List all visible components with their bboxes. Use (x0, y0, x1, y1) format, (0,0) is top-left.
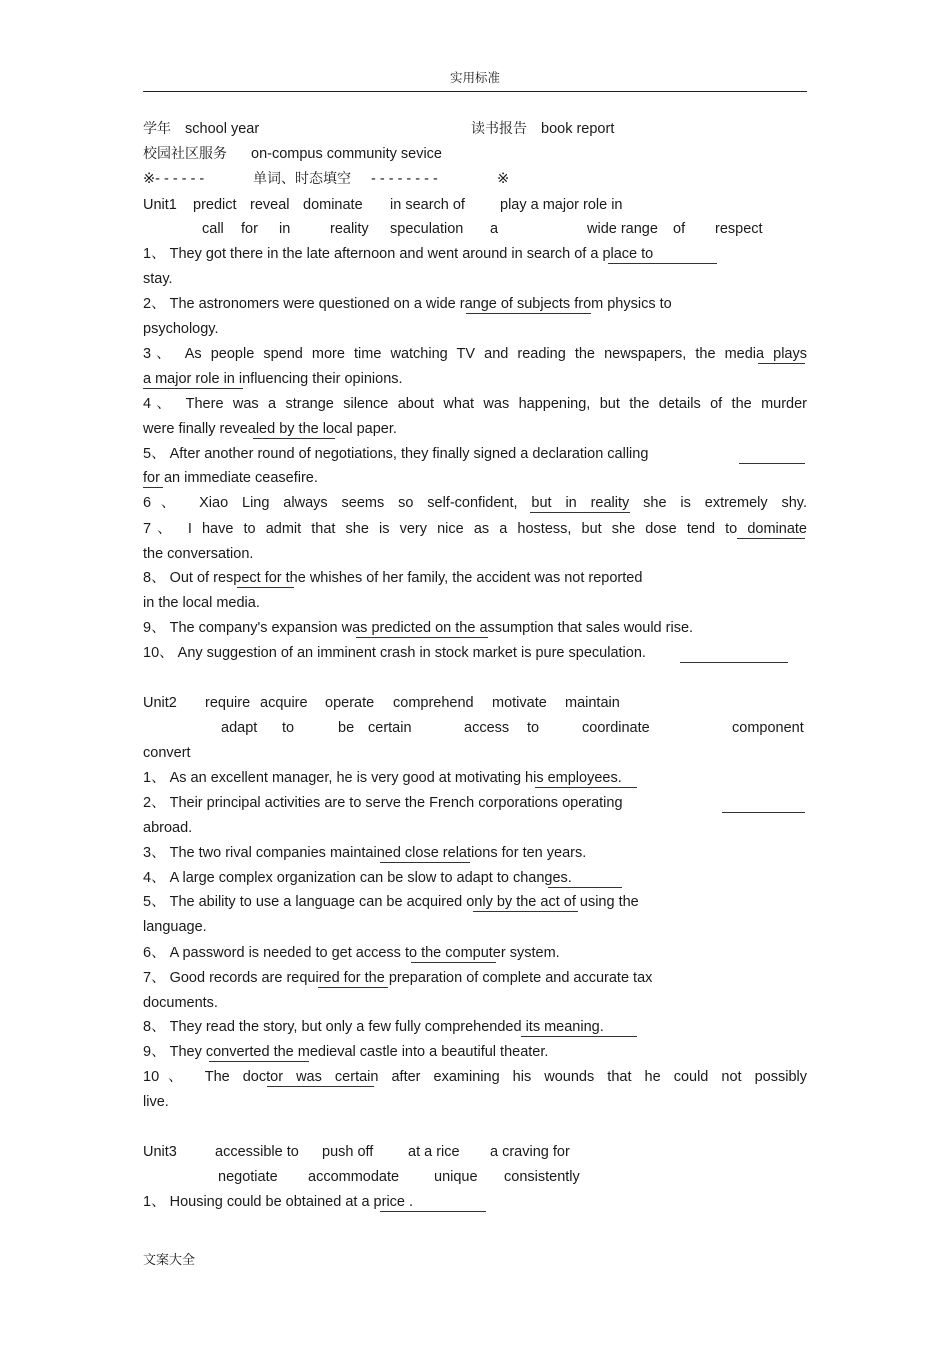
answer-blank (521, 1036, 637, 1037)
sentence-text: 3、 The two rival companies maintained close relations for ten years. (143, 845, 587, 861)
unit1-word-row-1 (143, 195, 807, 215)
word: wide range (587, 221, 658, 237)
word: adapt (221, 720, 258, 736)
sentence-text: a major role in influencing their opinions. (143, 371, 403, 387)
unit3-word-row-1 (143, 1142, 807, 1162)
answer-blank (143, 487, 163, 488)
sentence-text: 3、 As people spend more time watching TV and reading the newspapers, the media plays (143, 346, 807, 362)
sentence-text: 8、 They read the story, but only a few fully comprehended its meaning. (143, 1019, 604, 1035)
unit2-sentence-7-cont: documents. (143, 995, 218, 1011)
intro-community-cn: 校园社区服务 (143, 146, 227, 162)
word: acquire (260, 695, 308, 711)
word: respect (715, 221, 763, 237)
word: predict (193, 197, 237, 213)
word: accessible to (215, 1144, 299, 1160)
section-title: 单词、时态填空 (253, 171, 351, 187)
answer-blank (380, 862, 470, 863)
sentence-text: 10、 Any suggestion of an imminent crash in stock market is pure speculation. (143, 645, 646, 661)
unit1-sentence-5 (143, 444, 807, 464)
intro-row-1 (143, 119, 807, 139)
unit2-sentence-5-cont: language. (143, 919, 207, 935)
sentence-text: 5、 The ability to use a language can be acquired only by the act of using the (143, 894, 639, 910)
word: a (490, 221, 499, 237)
answer-blank (722, 812, 805, 813)
word: operate (325, 695, 375, 711)
word: motivate (492, 695, 547, 711)
section-mark-right: ※ (497, 171, 510, 187)
unit1-label: Unit1 (143, 197, 177, 213)
word: a craving for (490, 1144, 570, 1160)
sentence-text: 7、 I have to admit that she is very nice as a hostess, but she dose tend to dominate (143, 521, 807, 537)
word: to (282, 720, 295, 736)
sentence-text: were finally revealed by the local paper. (143, 421, 397, 437)
unit2-sentence-10 (143, 1067, 807, 1087)
unit2-sentence-6 (143, 943, 807, 963)
section-dashes: - - - - - - - - (371, 171, 438, 187)
word: maintain (565, 695, 620, 711)
answer-blank (548, 887, 622, 888)
unit1-sentence-4-cont (143, 419, 807, 439)
unit1-sentence-8-cont: in the local media. (143, 595, 260, 611)
unit1-sentence-3-cont (143, 369, 807, 389)
unit1-sentence-3 (143, 344, 807, 364)
unit1-word-row-2 (143, 219, 807, 239)
word: to (527, 720, 540, 736)
answer-blank (535, 787, 637, 788)
answer-blank (680, 662, 788, 663)
answer-blank (466, 313, 591, 314)
answer-blank (253, 438, 335, 439)
word: consistently (504, 1169, 580, 1185)
unit1-sentence-1-cont: stay. (143, 271, 173, 287)
unit2-sentence-10-cont: live. (143, 1094, 169, 1110)
unit1-sentence-2-cont: psychology. (143, 321, 219, 337)
unit1-sentence-9 (143, 618, 807, 638)
unit1-sentence-10 (143, 643, 807, 663)
word: in search of (390, 197, 465, 213)
answer-blank (267, 1086, 374, 1087)
intro-school-year-cn: 学年 (143, 121, 171, 137)
answer-blank (530, 512, 630, 513)
sentence-text: for an immediate ceasefire. (143, 470, 318, 486)
word: unique (434, 1169, 478, 1185)
sentence-text: 1、 They got there in the late afternoon and went around in search of a place to (143, 246, 654, 262)
sentence-text: 1、 As an excellent manager, he is very good at motivating his employees. (143, 770, 622, 786)
unit2-sentence-3 (143, 843, 807, 863)
word: dominate (303, 197, 363, 213)
intro-book-report-en: book report (541, 121, 615, 137)
word: reveal (250, 197, 290, 213)
intro-row-3 (143, 169, 807, 189)
answer-blank (739, 463, 805, 464)
word: component (732, 720, 804, 736)
intro-book-report-cn: 读书报告 (471, 121, 527, 137)
word: for (241, 221, 258, 237)
intro-school-year-en: school year (185, 121, 260, 137)
answer-blank (209, 1061, 309, 1062)
unit3-sentence-1 (143, 1192, 807, 1212)
word: push off (322, 1144, 374, 1160)
answer-blank (608, 263, 717, 264)
unit1-sentence-2 (143, 294, 807, 314)
page-header: 实用标准 (449, 70, 500, 85)
unit3-word-row-2 (143, 1167, 807, 1187)
unit2-sentence-8 (143, 1017, 807, 1037)
sentence-text: 1、 Housing could be obtained at a price . (143, 1194, 414, 1210)
unit2-word-row-2 (143, 718, 807, 738)
unit2-sentence-7 (143, 968, 807, 988)
sentence-text: 9、 They converted the medieval castle into a beautiful theater. (143, 1044, 549, 1060)
sentence-text: 7、 Good records are required for the preparation of complete and accurate tax (143, 970, 653, 986)
unit1-sentence-8 (143, 568, 807, 588)
unit2-sentence-5 (143, 892, 807, 912)
answer-blank (737, 538, 805, 539)
unit1-sentence-7 (143, 519, 807, 539)
unit1-sentence-5-cont (143, 468, 807, 488)
word: certain (368, 720, 412, 736)
word: be (338, 720, 355, 736)
word: at a rice (408, 1144, 460, 1160)
unit2-word-row-3: convert (143, 745, 191, 761)
answer-blank (143, 388, 243, 389)
header-rule (143, 91, 807, 92)
intro-row-2 (143, 144, 807, 164)
sentence-text: 6、 Xiao Ling always seems so self-confident, but in reality she is extremely shy. (143, 495, 807, 511)
unit2-word-row-1 (143, 693, 807, 713)
unit2-sentence-9 (143, 1042, 807, 1062)
page-footer: 文案大全 (143, 1253, 196, 1268)
unit2-label: Unit2 (143, 695, 177, 711)
answer-blank (237, 587, 294, 588)
unit1-sentence-1 (143, 244, 807, 264)
unit1-sentence-6 (143, 493, 807, 513)
word: in (279, 221, 291, 237)
word: call (202, 221, 224, 237)
unit3-label: Unit3 (143, 1144, 177, 1160)
sentence-text: 6、 A password is needed to get access to the computer system. (143, 945, 560, 961)
word: negotiate (218, 1169, 278, 1185)
word: accommodate (308, 1169, 400, 1185)
word: coordinate (582, 720, 650, 736)
section-mark-left: ※- - - - - - (143, 171, 205, 187)
sentence-text: 10、 The doctor was certain after examining his wounds that he could not possibly (143, 1069, 807, 1085)
sentence-text: 9、 The company's expansion was predicted on the assumption that sales would rise. (143, 620, 694, 636)
unit2-sentence-2 (143, 793, 807, 813)
word: comprehend (393, 695, 474, 711)
answer-blank (473, 911, 578, 912)
unit2-sentence-4 (143, 868, 807, 888)
answer-blank (411, 962, 496, 963)
word: of (673, 221, 686, 237)
unit1-sentence-4: 4、 There was a strange silence about what was happening, but the details of the murder (143, 396, 807, 412)
word: reality (330, 221, 369, 237)
unit2-sentence-2-cont: abroad. (143, 820, 193, 836)
word: require (205, 695, 251, 711)
answer-blank (758, 363, 805, 364)
word: access (464, 720, 510, 736)
unit1-sentence-7-cont: the conversation. (143, 546, 254, 562)
sentence-text: 2、 The astronomers were questioned on a wide range of subjects from physics to (143, 296, 672, 312)
answer-blank (380, 1211, 486, 1212)
sentence-text: 8、 Out of respect for the whishes of her family, the accident was not reported (143, 570, 643, 586)
unit2-sentence-1 (143, 768, 807, 788)
word: play a major role in (500, 197, 623, 213)
sentence-text: 4、 A large complex organization can be slow to adapt to changes. (143, 870, 572, 886)
intro-community-en: on-compus community sevice (251, 146, 442, 162)
answer-blank (356, 637, 488, 638)
sentence-text: 2、 Their principal activities are to serve the French corporations operating (143, 795, 623, 811)
sentence-text: 5、 After another round of negotiations, they finally signed a declaration calling (143, 446, 649, 462)
answer-blank (318, 987, 388, 988)
word: speculation (390, 221, 464, 237)
